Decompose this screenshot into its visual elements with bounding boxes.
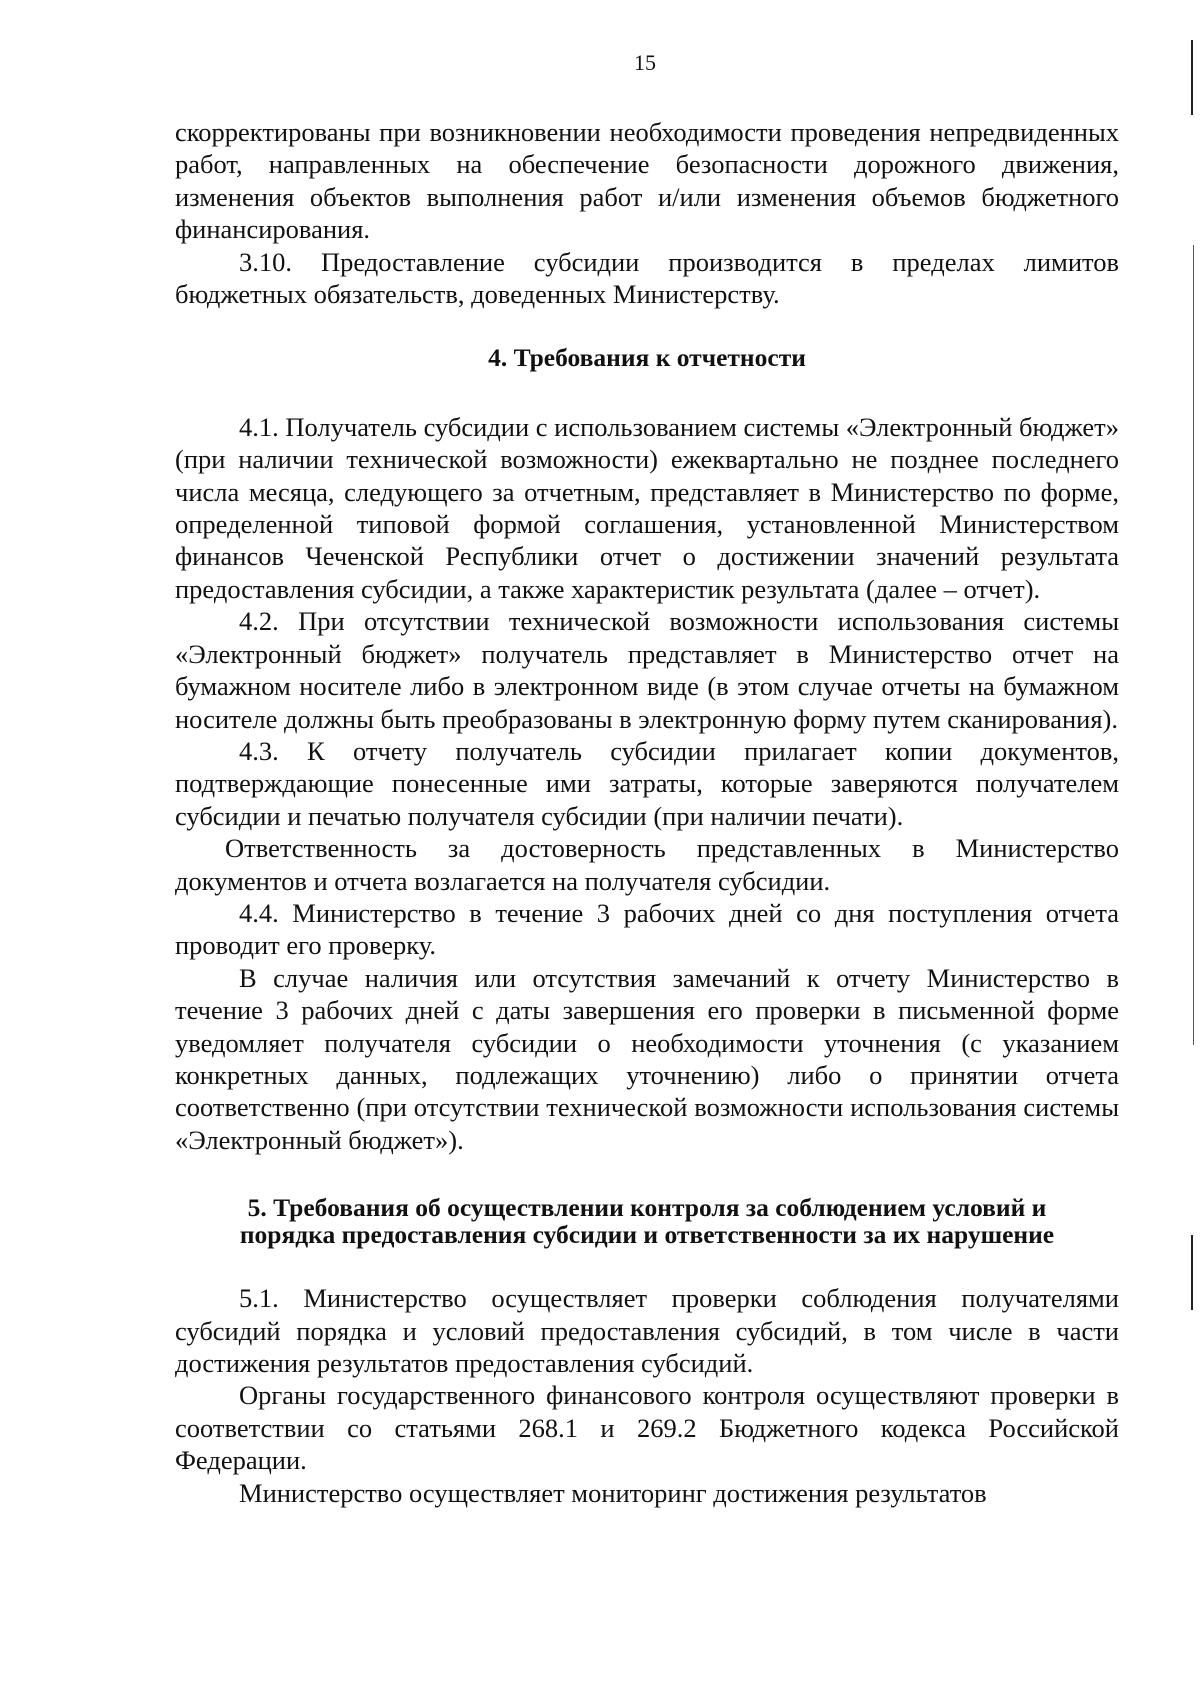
paragraph-5-1: 5.1. Министерство осуществляет проверки соблюдения получателями субсидий порядка и условий предоставления субсидий, в том числе в части достижения результатов предоставления субсидий. — [175, 1283, 1119, 1378]
section-4-heading: 4. Требования к отчетности — [488, 343, 806, 373]
paragraph-3-10: 3.10. Предоставление субсидии производится в пределах лимитов бюджетных обязательств, доведенных Министерству. — [175, 246, 1119, 310]
paragraph-monitoring: Министерство осуществляет мониторинг достижения результатов — [239, 1477, 987, 1508]
paragraph-remarks: В случае наличия или отсутствия замечаний к отчету Министерство в течение 3 рабочих дней с даты завершения его проверки в письменной форме уведомляет получателя субсидии о необходимости уточнения (с указанием конкретных данных, подлежащих уточнению) либо о принятии отчета соответственно (при отсутствии технической возможности использования системы «Электронный бюджет»). — [175, 962, 1119, 1155]
paragraph-responsibility: Ответственность за достоверность представленных в Министерство документов и отчета возлагается на получателя субсидии. — [175, 833, 1119, 896]
paragraph-4-3: 4.3. К отчету получатель субсидии прилагает копии документов, подтверждающие понесенные ими затраты, которые заверяются получателем субсидии и печатью получателя субсидии (при наличии печати). — [175, 735, 1119, 831]
paragraph-4-1: 4.1. Получатель субсидии с использованием системы «Электронный бюджет» (при наличии технической возможности) ежеквартально не позднее последнего числа месяца, следующего за отчетным, представляет в Министерство по форме, определенной типовой формой соглашения, установленной Министерством финансов Чеченской Республики отчет о достижении значений результата предоставления субсидии, а также характеристик результата (далее – отчет). — [175, 411, 1120, 604]
scan-edge-mark — [1191, 40, 1193, 115]
section-5-heading-line-1: 5. Требования об осуществлении контроля за соблюдением условий и — [247, 1193, 1047, 1223]
section-5-heading — [175, 1194, 1119, 1248]
paragraph-4-2: 4.2. При отсутствии технической возможности использования системы «Электронный бюджет» получатель представляет в Министерство отчет на бумажном носителе либо в электронном виде (в этом случае отчеты на бумажном носителе должны быть преобразованы в электронную форму путем сканирования). — [175, 606, 1119, 734]
scan-edge-mark — [1191, 1235, 1193, 1310]
paragraph-control-organs: Органы государственного финансового контроля осуществляют проверки в соответствии со статьями 268.1 и 269.2 Бюджетного кодекса Российской Федерации. — [175, 1380, 1119, 1476]
scan-edge-mark — [1193, 245, 1194, 1045]
section-5-heading-line-2: порядка предоставления субсидии и ответственности за их нарушение — [239, 1220, 1055, 1250]
paragraph-continuation: скорректированы при возникновении необходимости проведения непредвиденных работ, направленных на обеспечение безопасности дорожного движения, изменения объектов выполнения работ и/или изменения объемов бюджетного финансирования. — [175, 117, 1119, 245]
page-number: 15 — [634, 50, 656, 75]
paragraph-4-4: 4.4. Министерство в течение 3 рабочих дней со дня поступления отчета проводит его проверку. — [175, 897, 1119, 961]
document-body — [175, 116, 1119, 1509]
